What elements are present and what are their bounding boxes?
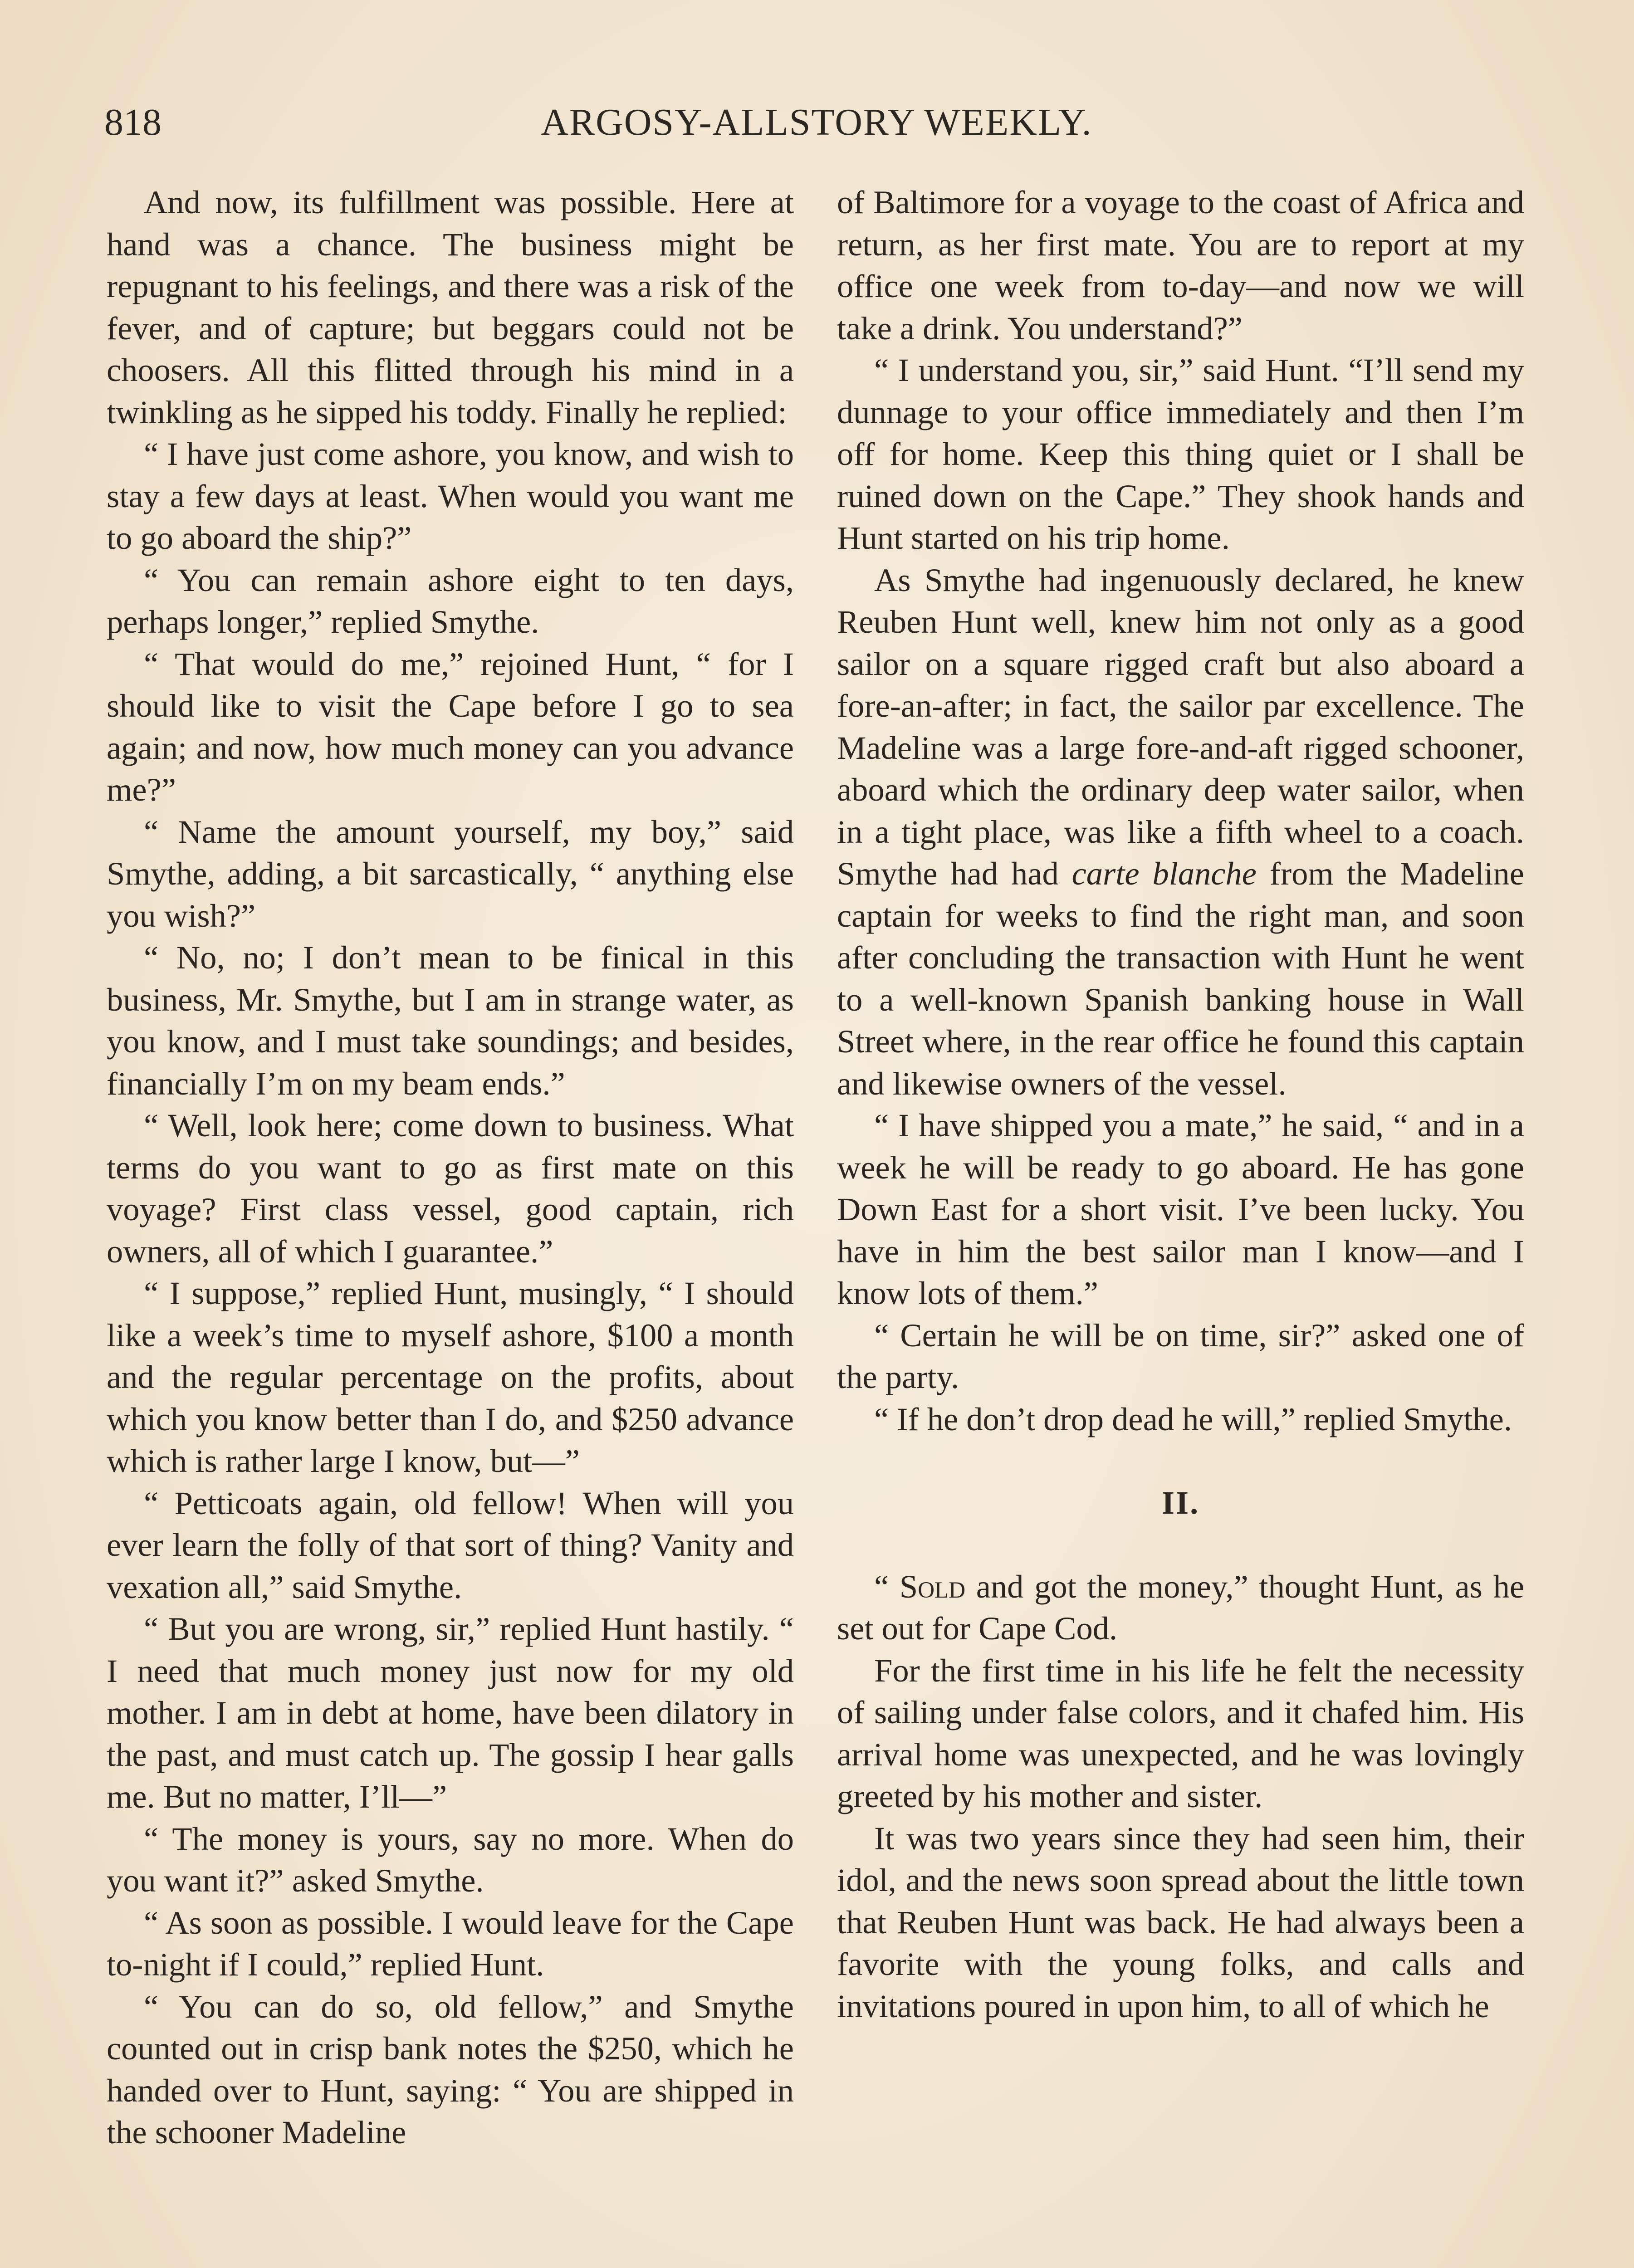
- left-paragraph: “ You can do so, old fellow,” and Smythe counted out in crisp bank notes the $250, which he handed over to Hunt, saying: “ You are shipped in the schooner Madeline: [107, 1988, 794, 2151]
- left-paragraph: “ Petticoats again, old fellow! When will you ever learn the folly of that sort of thing? Vanity and vexation all,” said Smythe.: [107, 1484, 794, 1605]
- left-paragraph: “ That would do me,” rejoined Hunt, “ for I should like to visit the Cape before I go to sea again; and now, how much money can you advance me?”: [107, 645, 794, 808]
- right-paragraph: “ Certain he will be on time, sir?” asked one of the party.: [837, 1316, 1524, 1395]
- left-paragraph: “ The money is yours, say no more. When do you want it?” asked Smythe.: [107, 1820, 794, 1899]
- left-paragraph: And now, its fulfillment was possible. Here at hand was a chance. The business might be repugnant to his feelings, and there was a risk of the fever, and of capture; but beggars could not be choosers. All this flitted through his mind in a twinkling as he sipped his toddy. Finally he replied:: [107, 184, 794, 430]
- paragraph-text: As Smythe had ingenuously declared, he knew Reuben Hunt well, knew him not only as a good sailor on a square rigged craft but also aboard a fore-an-after; in fact, the sailor par excellence. The Madeline was a large fore-and-aft rigged schooner, aboard which the ordinary deep water sailor, when in a tight place, was like a fifth wheel to a coach. Smythe had had: [837, 561, 1524, 892]
- paragraph-text: from the Madeline captain for weeks to find the right man, and soon after concluding the transaction with Hunt he went to a well-known Spanish banking house in Wall Street where, in the rear office he found this captain and likewise owners of the vessel.: [837, 855, 1524, 1102]
- left-paragraph: “ I suppose,” replied Hunt, musingly, “ I should like a week’s time to myself ashore, $100 a month and the regular percentage on the profits, about which you know better than I do, and $250 advance which is rather large I know, but—”: [107, 1275, 794, 1479]
- right-paragraph: [837, 1566, 1524, 1650]
- left-paragraph: “ Well, look here; come down to business. What terms do you want to go as first mate on this voyage? First class vessel, good captain, rich owners, all of which I guarantee.”: [107, 1107, 794, 1270]
- left-paragraph: “ But you are wrong, sir,” replied Hunt hastily. “ I need that much money just now for my old mother. I am in debt at home, have been dilatory in the past, and must catch up. The gossip I hear galls me. But no matter, I’ll—”: [107, 1610, 794, 1815]
- left-paragraph: “ I have just come ashore, you know, and wish to stay a few days at least. When would you want me to go aboard the ship?”: [107, 435, 794, 556]
- left-paragraph: “ You can remain ashore eight to ten days, perhaps longer,” replied Smythe.: [107, 561, 794, 640]
- right-paragraph: [837, 559, 1524, 1105]
- right-column: [837, 181, 1524, 2027]
- section-heading: II.: [1161, 1484, 1200, 1521]
- right-paragraph-continuation: of Baltimore for a voyage to the coast of Africa and return, as her first mate. You are to report at my office one week from to-day—and now we will take a drink. You understand?”: [837, 184, 1524, 347]
- right-paragraph: “ If he don’t drop dead he will,” replied Smythe.: [874, 1400, 1512, 1437]
- page-number: 818: [104, 101, 161, 143]
- left-paragraph: “ No, no; I don’t mean to be finical in this business, Mr. Smythe, but I am in strange water, as you know, and I must take soundings; and besides, financially I’m on my beam ends.”: [107, 939, 794, 1102]
- page-header: [104, 93, 1529, 152]
- left-paragraph: “ As soon as possible. I would leave for the Cape to-night if I could,” replied Hunt.: [107, 1904, 794, 1983]
- right-paragraph: For the first time in his life he felt the necessity of sailing under false colors, and it chafed him. His arrival home was unexpected, and he was lovingly greeted by his mother and sister.: [837, 1652, 1524, 1814]
- paragraph-text: “: [874, 1568, 900, 1605]
- paragraph-text: and got the money,” thought Hunt, as he set out for Cape Cod.: [837, 1568, 1524, 1647]
- left-column: [107, 181, 794, 2154]
- italic-phrase: carte blanche: [1071, 855, 1257, 892]
- right-paragraph: “ I understand you, sir,” said Hunt. “I’ll send my dunnage to your office immediately and then I’m off for home. Keep this thing quiet or I shall be ruined down on the Cape.” They shook hands and Hunt started on his trip home.: [837, 352, 1524, 556]
- smallcaps-word: Sold: [899, 1568, 966, 1605]
- running-title: ARGOSY-ALLSTORY WEEKLY.: [541, 101, 1092, 143]
- left-paragraph: “ Name the amount yourself, my boy,” said Smythe, adding, a bit sarcastically, “ anything else you wish?”: [107, 813, 794, 934]
- right-paragraph: “ I have shipped you a mate,” he said, “ and in a week he will be ready to go aboard. He has gone Down East for a short visit. I’ve been lucky. You have in him the best sailor man I know—and I know lots of them.”: [837, 1107, 1524, 1311]
- right-paragraph: It was two years since they had seen him, their idol, and the news soon spread about the little town that Reuben Hunt was back. He had always been a favorite with the young folks, and calls and invitations poured in upon him, to all of which he: [837, 1819, 1524, 2024]
